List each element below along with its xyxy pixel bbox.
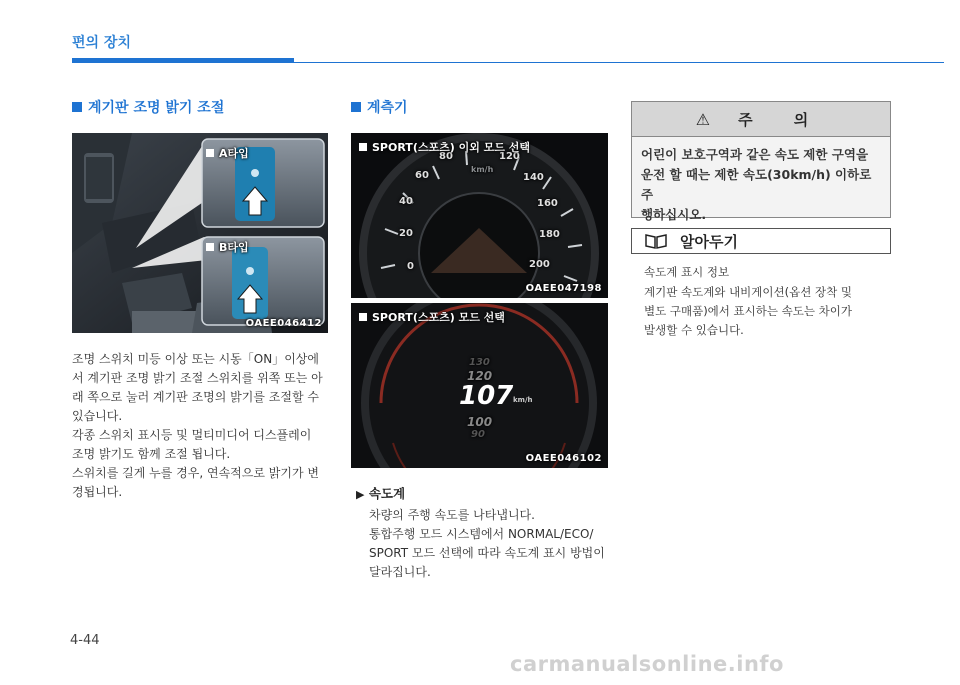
note-subtitle: 속도계 표시 정보 [644, 265, 730, 279]
unit-label: km/h [471, 165, 494, 174]
open-book-icon [644, 233, 668, 249]
tick-0: 0 [407, 261, 414, 272]
caution-header [632, 102, 890, 137]
text-line: 스위치를 길게 누를 경우, 연속적으로 밝기가 변 [72, 466, 319, 480]
note-text [644, 283, 894, 340]
dimmer-switch-photo [72, 133, 328, 333]
tick-180: 180 [539, 229, 560, 240]
photo-code: OAEE046412 [245, 318, 322, 329]
text-line: 있습니다. [72, 409, 123, 423]
type-a-label: A타입 [206, 145, 249, 161]
text-line: 운전 할 때는 제한 속도(30km/h) 이하로 주 [641, 167, 872, 202]
section-heading-brightness: 계기판 조명 밝기 조절 [72, 97, 224, 117]
speed-lower-2: 90 [471, 429, 485, 440]
tick-80: 80 [439, 151, 453, 162]
speed-lower-1: 100 [467, 415, 493, 429]
caution-title: 주 의 [738, 110, 827, 129]
speed-upper-1: 120 [467, 369, 493, 383]
photo-code: OAEE047198 [525, 283, 602, 294]
watermark: carmanualsonline.info [510, 652, 784, 676]
text-line: 차량의 주행 속도를 나타냅니다. [369, 508, 535, 522]
text-line: SPORT 모드 선택에 따라 속도계 표시 방법이 [369, 546, 605, 560]
speedometer-subheading: ▶ 속도계 [356, 486, 406, 501]
caution-box [631, 101, 891, 222]
header-line [294, 62, 944, 63]
speedometer-sport-photo [351, 303, 608, 468]
speedometer-description [369, 506, 619, 582]
section-heading-gauges: 계측기 [351, 97, 408, 117]
tick-140: 140 [523, 172, 544, 183]
header-title: 편의 장치 [72, 35, 131, 51]
note-box [631, 228, 891, 254]
tick-160: 160 [537, 198, 558, 209]
tick-60: 60 [415, 170, 429, 181]
speedometer-normal-photo [351, 133, 608, 298]
text-line: 별도 구매품)에서 표시하는 속도는 차이가 [644, 304, 852, 318]
text-line: 어린이 보호구역과 같은 속도 제한 구역을 [641, 147, 869, 162]
tick-20: 20 [399, 228, 413, 239]
brightness-description [72, 350, 334, 502]
text-line: 조명 밝기도 함께 조절 됩니다. [72, 447, 231, 461]
text-line: 경됩니다. [72, 485, 123, 499]
current-speed: 107 [459, 381, 514, 411]
note-title: 알아두기 [680, 233, 738, 251]
tick-200: 200 [529, 259, 550, 270]
text-line: 달라집니다. [369, 565, 431, 579]
triangle-right-icon: ▶ [356, 488, 365, 501]
speed-unit: km/h [513, 396, 533, 404]
text-line: 계기판 속도계와 내비게이션(옵션 장착 및 [644, 285, 852, 299]
tick-120: 120 [499, 151, 520, 162]
type-b-label: B타입 [206, 239, 249, 255]
dimmer-switch-illustration [72, 133, 328, 333]
text-line: 서 계기판 조명 밝기 조절 스위치를 위쪽 또는 아 [72, 371, 323, 385]
text-line: 조명 스위치 미등 이상 또는 시동「ON」이상에 [72, 352, 319, 366]
page-number: 4-44 [70, 633, 100, 648]
text-line: 통합주행 모드 시스템에서 NORMAL/ECO/ [369, 527, 594, 541]
header-bar [72, 58, 294, 63]
warning-triangle-icon: ⚠ [695, 109, 711, 129]
text-line: 각종 스위치 표시등 및 멀티미디어 디스플레이 [72, 428, 312, 442]
normal-mode-label: SPORT(스포츠) 이외 모드 선택 [359, 139, 530, 155]
photo-code: OAEE046102 [525, 453, 602, 464]
speed-upper-2: 130 [469, 357, 490, 368]
text-line: 발생할 수 있습니다. [644, 323, 744, 337]
speedometer-dial [351, 133, 608, 298]
sport-mode-label: SPORT(스포츠) 모드 선택 [359, 309, 505, 325]
caution-body [632, 137, 890, 233]
text-line: 래 쪽으로 눌러 계기판 조명의 밝기를 조절할 수 [72, 390, 319, 404]
text-line: 행하십시오. [641, 207, 707, 222]
tick-40: 40 [399, 196, 413, 207]
